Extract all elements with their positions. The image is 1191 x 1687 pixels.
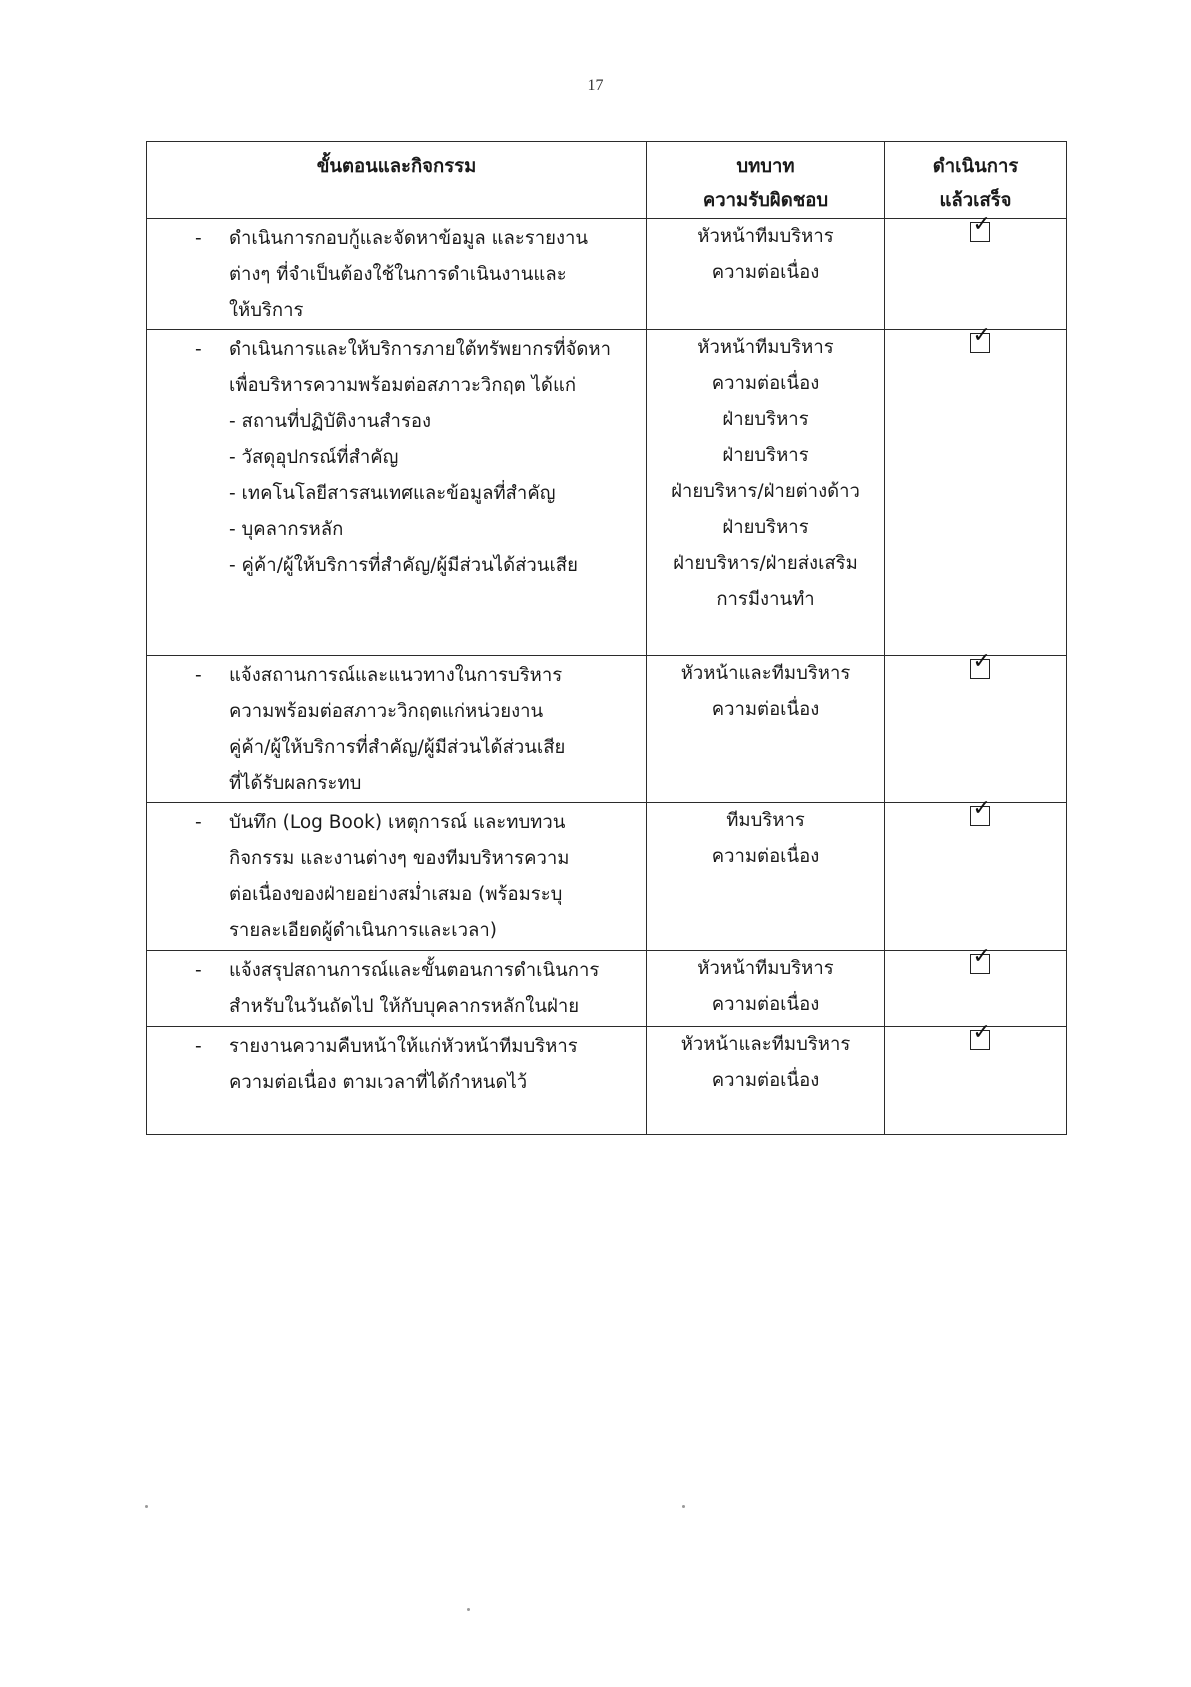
activity-cell	[147, 656, 647, 803]
table-row	[147, 1027, 1067, 1135]
bullet-dash: -	[195, 339, 202, 360]
activity-line: ที่ได้รับผลกระทบ	[229, 773, 362, 794]
role-line: ความต่อเนื่อง	[711, 262, 820, 283]
activity-line: ดำเนินการกอบกู้และจัดหาข้อมูล และรายงาน	[229, 228, 589, 249]
activity-line: คู่ค้า/ผู้ให้บริการที่สำคัญ/ผู้มีส่วนได้ส่วนเสีย	[229, 737, 566, 758]
activity-line: รายละเอียดผู้ดำเนินการและเวลา)	[229, 920, 497, 941]
bullet-dash: -	[195, 812, 202, 833]
role-line: ฝ่ายบริหาร	[722, 409, 809, 430]
role-line: หัวหน้าทีมบริหาร	[697, 337, 834, 358]
role-cell	[647, 1027, 885, 1135]
role-line: ฝ่ายบริหาร	[722, 517, 809, 538]
checked-checkbox-icon: ✓	[970, 333, 990, 353]
activity-line: - สถานที่ปฏิบัติงานสำรอง	[229, 411, 432, 432]
role-line: หัวหน้าทีมบริหาร	[697, 226, 834, 247]
header-done-line: ดำเนินการ	[932, 156, 1019, 177]
activity-line: รายงานความคืบหน้าให้แก่หัวหน้าทีมบริหาร	[229, 1036, 578, 1057]
activity-cell	[147, 330, 647, 656]
done-cell	[885, 649, 1067, 803]
scan-speck	[682, 1505, 685, 1508]
role-line: ความต่อเนื่อง	[711, 373, 820, 394]
header-done	[885, 142, 1067, 219]
table-row	[147, 219, 1067, 330]
table-row	[147, 330, 1067, 656]
activity-line: แจ้งสถานการณ์และแนวทางในการบริหาร	[229, 665, 563, 686]
activity-table	[146, 141, 1067, 1135]
role-cell	[647, 951, 885, 1027]
role-line: ความต่อเนื่อง	[711, 699, 820, 720]
bullet-dash: -	[195, 960, 202, 981]
bullet-dash: -	[195, 665, 202, 686]
table-header-row	[147, 142, 1067, 219]
role-line: ฝ่ายบริหาร	[722, 445, 809, 466]
activity-line: กิจกรรม และงานต่างๆ ของทีมบริหารความ	[229, 848, 570, 869]
activity-line: - คู่ค้า/ผู้ให้บริการที่สำคัญ/ผู้มีส่วนได้ส่วนเสีย	[229, 555, 578, 576]
done-cell	[885, 1020, 1067, 1135]
activity-line: ความต่อเนื่อง ตามเวลาที่ได้กำหนดไว้	[229, 1072, 528, 1093]
role-line: ทีมบริหาร	[726, 810, 805, 831]
checked-checkbox-icon: ✓	[970, 806, 990, 826]
table-row	[147, 951, 1067, 1027]
activity-line: - วัสดุอุปกรณ์ที่สำคัญ	[229, 447, 399, 468]
header-role-line: ความรับผิดชอบ	[702, 190, 829, 211]
checked-checkbox-icon: ✓	[970, 954, 990, 974]
activity-line: - เทคโนโลยีสารสนเทศและข้อมูลที่สำคัญ	[229, 483, 556, 504]
role-line: หัวหน้าและทีมบริหาร	[680, 663, 851, 684]
role-line: หัวหน้าและทีมบริหาร	[680, 1034, 851, 1055]
table-row	[147, 803, 1067, 951]
table-row	[147, 656, 1067, 803]
activity-line: สำหรับในวันถัดไป ให้กับบุคลากรหลักในฝ่าย	[229, 996, 580, 1017]
activity-line: - บุคลากรหลัก	[229, 519, 344, 540]
role-cell	[647, 803, 885, 951]
checked-checkbox-icon: ✓	[970, 1030, 990, 1050]
header-role	[647, 142, 885, 219]
bullet-dash: -	[195, 1036, 202, 1057]
activity-line: บันทึก (Log Book) เหตุการณ์ และทบทวน	[229, 812, 566, 833]
role-line: ความต่อเนื่อง	[711, 1070, 820, 1091]
role-line: การมีงานทำ	[716, 589, 815, 610]
checked-checkbox-icon: ✓	[970, 659, 990, 679]
activity-line: ให้บริการ	[229, 300, 304, 321]
activity-cell	[147, 951, 647, 1027]
role-cell	[647, 656, 885, 803]
activity-line: ต่อเนื่องของฝ่ายอย่างสม่ำเสมอ (พร้อมระบุ	[229, 884, 563, 905]
bullet-dash: -	[195, 228, 202, 249]
header-activity-label: ขั้นตอนและกิจกรรม	[316, 156, 477, 177]
role-line: ความต่อเนื่อง	[711, 994, 820, 1015]
activity-cell	[147, 219, 647, 330]
role-cell	[647, 219, 885, 330]
activity-line: ดำเนินการและให้บริการภายใต้ทรัพยากรที่จัดหา	[229, 339, 611, 360]
done-cell	[885, 212, 1067, 330]
role-line: ความต่อเนื่อง	[711, 846, 820, 867]
role-line: ฝ่ายบริหาร/ฝ่ายต่างด้าว	[671, 481, 860, 502]
checked-checkbox-icon: ✓	[970, 222, 990, 242]
done-cell	[885, 944, 1067, 1027]
header-activity	[147, 142, 647, 219]
activity-line: ความพร้อมต่อสภาวะวิกฤตแก่หน่วยงาน	[229, 701, 544, 722]
activity-line: แจ้งสรุปสถานการณ์และขั้นตอนการดำเนินการ	[229, 960, 600, 981]
role-line: ฝ่ายบริหาร/ฝ่ายส่งเสริม	[673, 553, 858, 574]
activity-cell	[147, 1027, 647, 1135]
done-cell	[885, 323, 1067, 656]
scan-speck	[145, 1505, 148, 1508]
header-role-line: บทบาท	[736, 156, 795, 177]
scan-speck	[467, 1608, 470, 1611]
activity-line: ต่างๆ ที่จำเป็นต้องใช้ในการดำเนินงานและ	[229, 264, 567, 285]
done-cell	[885, 796, 1067, 951]
header-done-line: แล้วเสร็จ	[939, 190, 1012, 211]
activity-cell	[147, 803, 647, 951]
role-line: หัวหน้าทีมบริหาร	[697, 958, 834, 979]
activity-line: เพื่อบริหารความพร้อมต่อสภาวะวิกฤต ได้แก่	[229, 375, 577, 396]
role-cell	[647, 330, 885, 656]
page-number: 17	[587, 77, 604, 94]
